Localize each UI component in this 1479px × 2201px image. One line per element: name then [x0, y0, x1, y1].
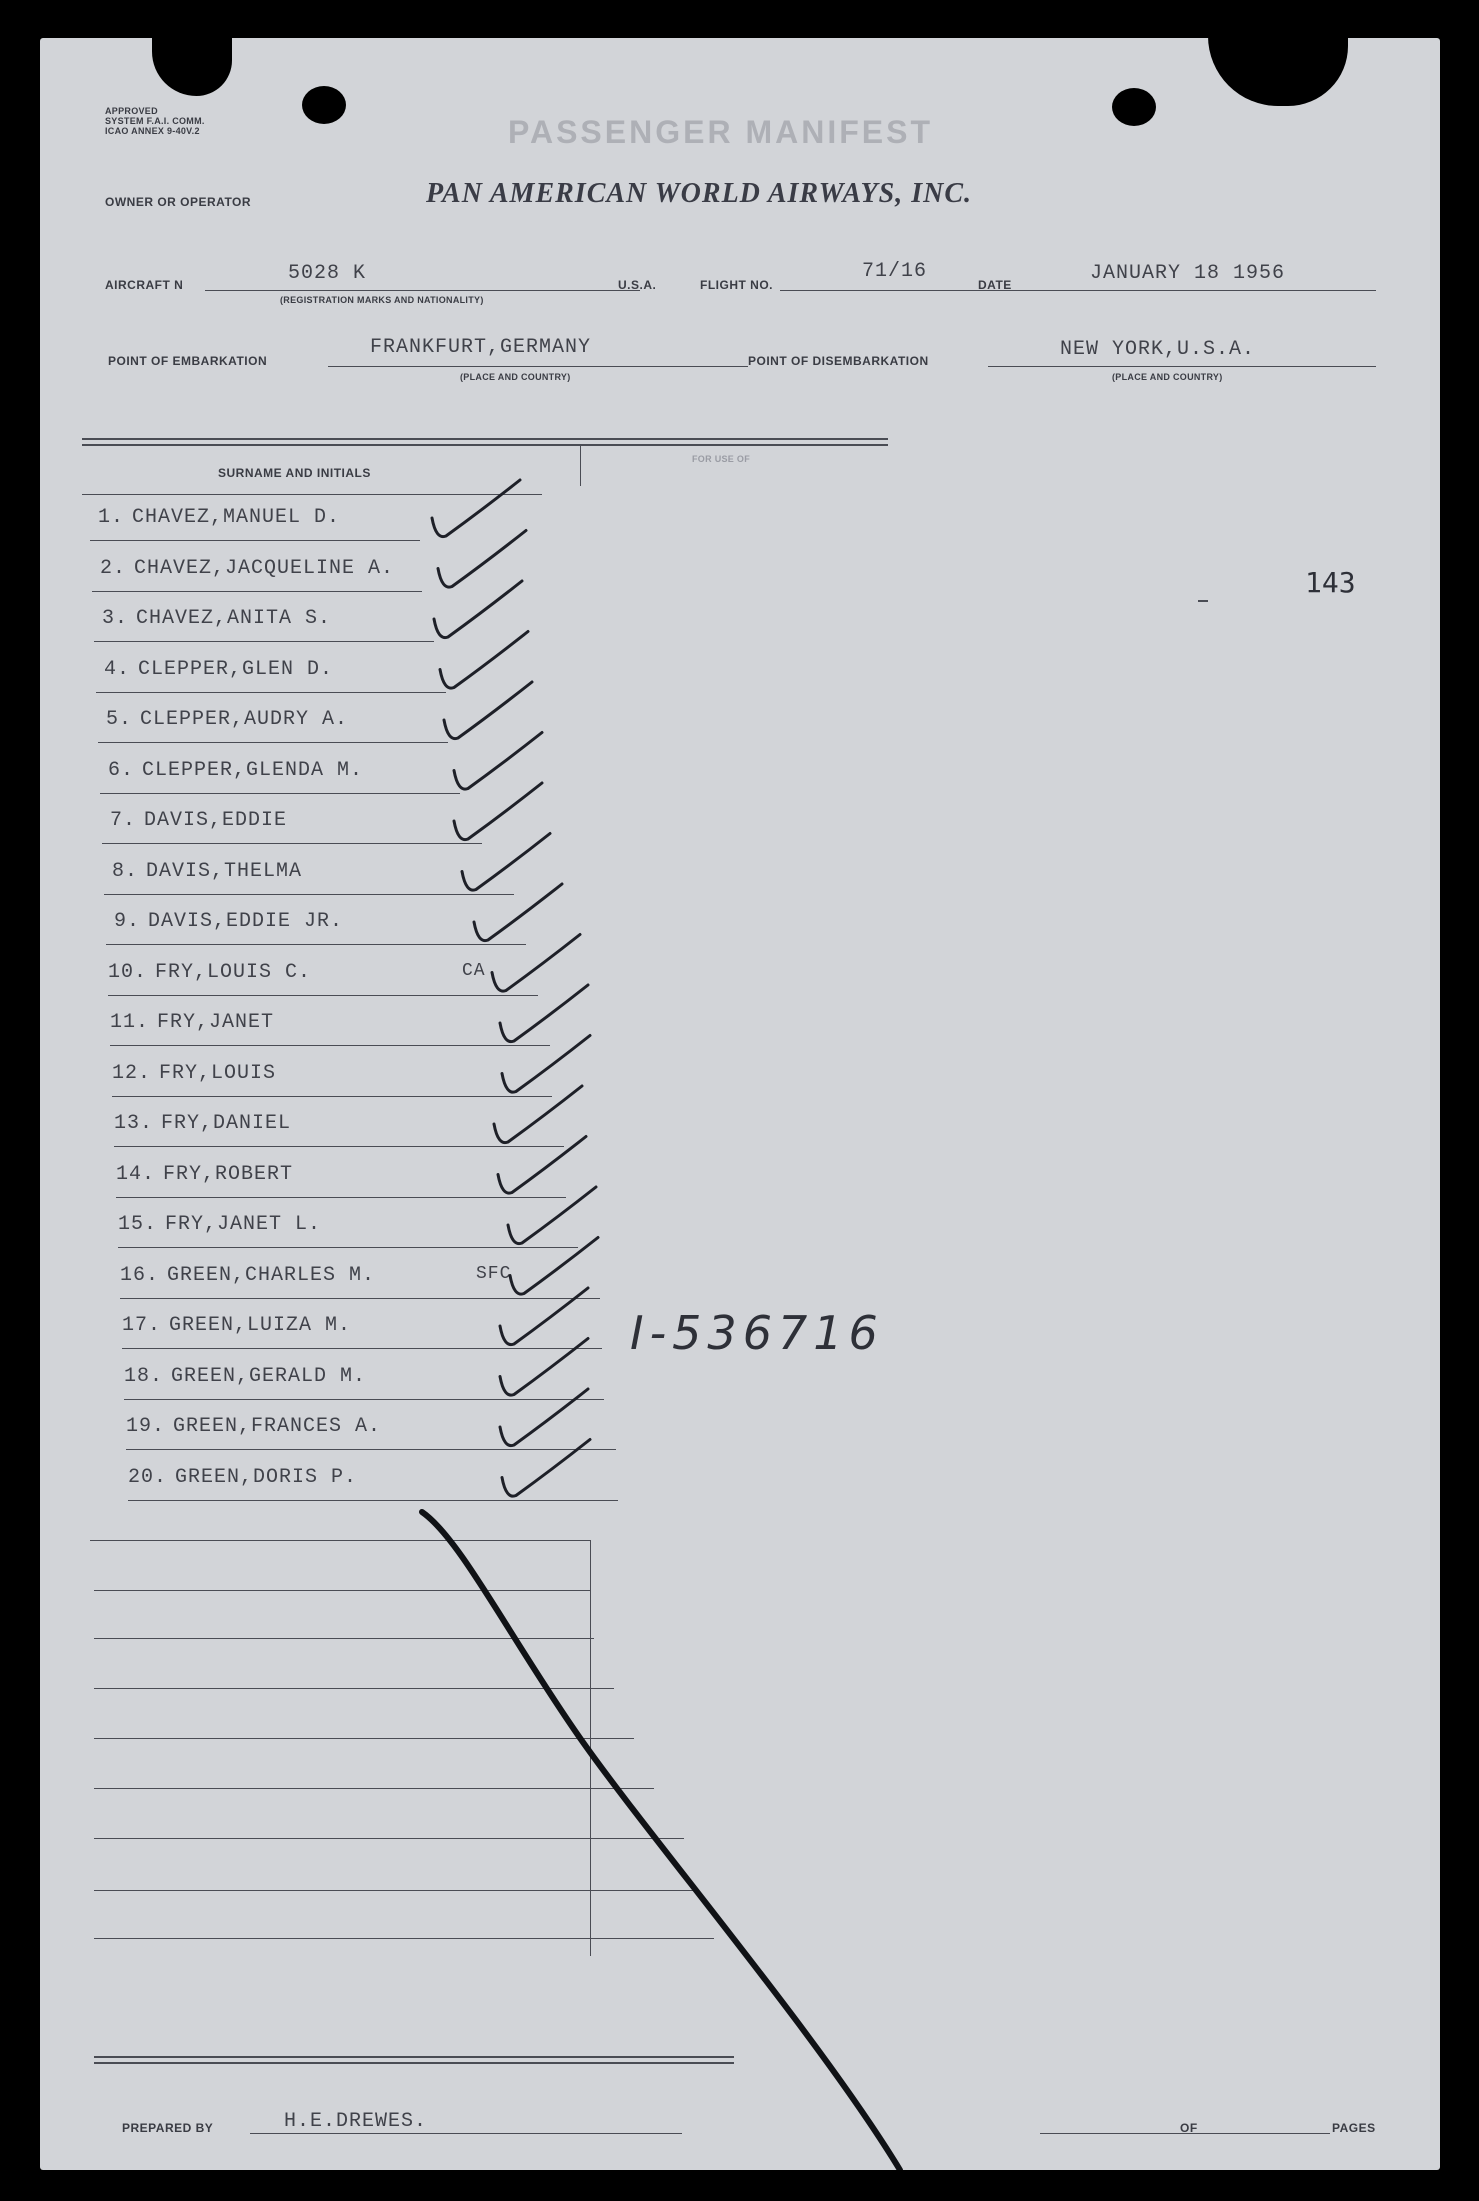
- passenger-name: CHAVEZ,ANITA S.: [136, 607, 332, 630]
- form-title: PASSENGER MANIFEST: [508, 114, 933, 150]
- checkmark-icon: [498, 1137, 586, 1194]
- passenger-number: 20.: [128, 1465, 168, 1489]
- passenger-name: FRY,LOUIS: [159, 1061, 277, 1085]
- checkmark-icon: [508, 1187, 596, 1244]
- passenger-name: GREEN,CHARLES M.: [167, 1263, 376, 1287]
- flight-label: FLIGHT NO.: [700, 278, 773, 292]
- for-use-header: FOR USE OF: [692, 454, 751, 464]
- handwriting-overlay: [40, 38, 1440, 2170]
- passenger-number: 1.: [98, 506, 125, 529]
- page-number: 143: [1305, 566, 1356, 599]
- stamp-line-3: ICAO ANNEX 9-40V.2: [105, 126, 200, 136]
- passenger-name: FRY,LOUIS C.: [155, 960, 312, 984]
- passenger-name: DAVIS,THELMA: [146, 859, 303, 883]
- checkmark-icon: [500, 985, 588, 1042]
- checkmark-icon: [444, 682, 532, 739]
- checkmark-icon: [492, 935, 580, 992]
- passenger-rank-note: SFC: [476, 1263, 512, 1284]
- registration-caption: (REGISTRATION MARKS AND NATIONALITY): [280, 295, 484, 305]
- passenger-name: FRY,DANIEL: [161, 1112, 292, 1135]
- passenger-number: 18.: [124, 1364, 164, 1388]
- passenger-name: GREEN,LUIZA M.: [169, 1314, 352, 1337]
- embark-caption: (PLACE AND COUNTRY): [460, 372, 571, 382]
- disembark-label: POINT OF DISEMBARKATION: [748, 354, 929, 368]
- passenger-number: 13.: [114, 1112, 154, 1135]
- handwritten-registration-note: I-536716: [630, 1306, 884, 1360]
- stamp-line-2: SYSTEM F.A.I. COMM.: [105, 116, 205, 126]
- passenger-number: 12.: [112, 1061, 152, 1085]
- checkmark-icon: [462, 834, 550, 891]
- manifest-sheet: [40, 38, 1440, 2170]
- of-label: OF: [1180, 2121, 1198, 2135]
- passenger-name: DAVIS,EDDIE JR.: [148, 910, 344, 933]
- disembark-caption: (PLACE AND COUNTRY): [1112, 372, 1223, 382]
- passenger-number: 19.: [126, 1415, 166, 1438]
- checkmark-icon: [500, 1389, 588, 1446]
- checkmark-icon: [454, 733, 542, 790]
- date-value: JANUARY 18 1956: [1090, 262, 1286, 285]
- passenger-number: 3.: [102, 607, 129, 630]
- passenger-number: 9.: [114, 910, 141, 933]
- passenger-name: CLEPPER,AUDRY A.: [140, 708, 349, 731]
- checkmark-icon: [502, 1440, 590, 1497]
- passenger-name: CHAVEZ,JACQUELINE A.: [134, 556, 395, 580]
- checkmark-icon: [510, 1238, 598, 1295]
- embark-value: FRANKFURT,GERMANY: [370, 336, 592, 359]
- embark-label: POINT OF EMBARKATION: [108, 354, 268, 368]
- flight-number: 71/16: [862, 260, 928, 283]
- aircraft-number: 5028 K: [288, 262, 367, 285]
- passenger-name: FRY,JANET: [157, 1011, 275, 1034]
- passenger-name: FRY,ROBERT: [163, 1162, 294, 1186]
- prepared-label: PREPARED BY: [122, 2121, 214, 2135]
- passenger-number: 15.: [118, 1213, 158, 1236]
- passenger-name: GREEN,DORIS P.: [175, 1465, 358, 1489]
- passenger-number: 2.: [100, 556, 127, 580]
- passenger-number: 10.: [108, 960, 148, 984]
- cancel-stroke: [422, 1512, 900, 2170]
- passenger-rank-note: CA: [462, 960, 486, 981]
- operator-name: PAN AMERICAN WORLD AIRWAYS, INC.: [426, 178, 973, 209]
- passenger-name: CLEPPER,GLENDA M.: [142, 758, 364, 782]
- passenger-number: 4.: [104, 657, 131, 681]
- passenger-name: GREEN,FRANCES A.: [173, 1415, 382, 1438]
- passenger-number: 11.: [110, 1011, 150, 1034]
- checkmark-icon: [500, 1339, 588, 1396]
- passenger-name: DAVIS,EDDIE: [144, 809, 288, 832]
- passenger-number: 16.: [120, 1263, 160, 1287]
- passenger-name: CLEPPER,GLEN D.: [138, 657, 334, 681]
- disembark-value: NEW YORK,U.S.A.: [1060, 338, 1256, 361]
- date-label: DATE: [978, 278, 1012, 292]
- checkmark-icon: [500, 1288, 588, 1345]
- owner-label: OWNER OR OPERATOR: [105, 195, 252, 209]
- checkmark-icon: [432, 480, 520, 537]
- passenger-number: 14.: [116, 1162, 156, 1186]
- passenger-number: 6.: [108, 758, 135, 782]
- passenger-name: CHAVEZ,MANUEL D.: [132, 506, 341, 529]
- surname-header: SURNAME AND INITIALS: [218, 466, 371, 480]
- passenger-name: GREEN,GERALD M.: [171, 1364, 367, 1388]
- checkmark-icon: [438, 531, 526, 588]
- checkmark-icon: [474, 884, 562, 941]
- passenger-number: 7.: [110, 809, 137, 832]
- aircraft-label: AIRCRAFT N: [105, 278, 184, 292]
- checkmark-icon: [454, 783, 542, 840]
- checkmark-icon: [434, 581, 522, 638]
- passenger-number: 8.: [112, 859, 139, 883]
- usa-label: U.S.A.: [618, 278, 657, 292]
- stamp-line-1: APPROVED: [105, 106, 158, 116]
- checkmark-icon: [494, 1086, 582, 1143]
- pages-label: PAGES: [1332, 2121, 1376, 2135]
- passenger-number: 5.: [106, 708, 133, 731]
- passenger-name: FRY,JANET L.: [165, 1213, 322, 1236]
- checkmark-group: [432, 480, 598, 1496]
- checkmark-icon: [440, 632, 528, 689]
- checkmark-icon: [502, 1036, 590, 1093]
- prepared-by: H.E.DREWES.: [284, 2110, 428, 2133]
- passenger-number: 17.: [122, 1314, 162, 1337]
